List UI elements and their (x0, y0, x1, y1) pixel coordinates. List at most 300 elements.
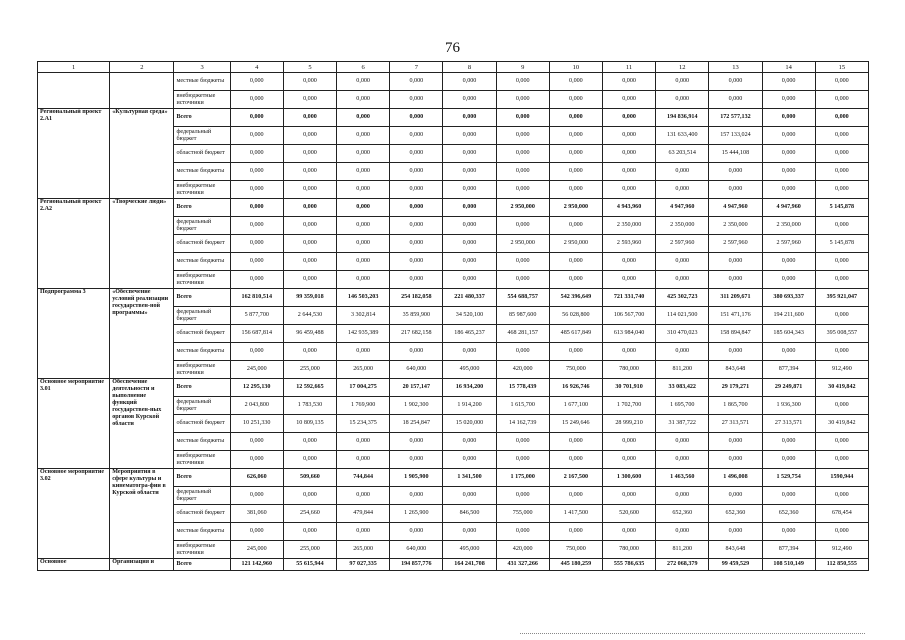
value-cell: 0,000 (815, 271, 868, 289)
value-cell: 0,000 (762, 127, 815, 145)
value-cell: 0,000 (230, 451, 283, 469)
value-cell: 0,000 (549, 487, 602, 505)
value-cell: 1 783,530 (283, 397, 336, 415)
value-cell: 0,000 (283, 127, 336, 145)
value-cell: 2 644,530 (283, 307, 336, 325)
value-cell: 495,000 (443, 361, 496, 379)
value-cell: 0,000 (283, 523, 336, 541)
value-cell: 485 617,849 (549, 325, 602, 343)
column-header: 10 (549, 62, 602, 73)
value-cell: 56 028,800 (549, 307, 602, 325)
funding-source-cell: Всего (174, 289, 230, 307)
value-cell: 18 254,847 (390, 415, 443, 433)
value-cell: 99 359,018 (283, 289, 336, 307)
value-cell: 4 947,960 (762, 199, 815, 217)
value-cell: 2 950,000 (549, 199, 602, 217)
value-cell: 0,000 (762, 487, 815, 505)
column-header: 8 (443, 62, 496, 73)
value-cell: 194 211,600 (762, 307, 815, 325)
value-cell: 2 593,960 (602, 235, 655, 253)
value-cell: 265,000 (337, 361, 390, 379)
value-cell: 0,000 (815, 307, 868, 325)
value-cell: 0,000 (230, 163, 283, 181)
value-cell: 85 987,600 (496, 307, 549, 325)
funding-source-cell: областной бюджет (174, 325, 230, 343)
value-cell: 846,500 (443, 505, 496, 523)
value-cell: 0,000 (602, 253, 655, 271)
value-cell: 131 633,400 (656, 127, 709, 145)
value-cell: 108 510,149 (762, 559, 815, 571)
value-cell: 0,000 (762, 523, 815, 541)
funding-source-cell: федеральный бюджет (174, 127, 230, 145)
value-cell: 114 021,500 (656, 307, 709, 325)
value-cell: 0,000 (709, 181, 762, 199)
value-cell: 265,000 (337, 541, 390, 559)
value-cell: 652,360 (762, 505, 815, 523)
value-cell: 0,000 (283, 217, 336, 235)
value-cell: 0,000 (656, 73, 709, 91)
funding-source-cell: областной бюджет (174, 415, 230, 433)
value-cell: 0,000 (443, 163, 496, 181)
value-cell: 0,000 (337, 523, 390, 541)
value-cell: 0,000 (283, 91, 336, 109)
column-header: 13 (709, 62, 762, 73)
column-header: 11 (602, 62, 655, 73)
value-cell: 0,000 (549, 343, 602, 361)
value-cell: 554 688,757 (496, 289, 549, 307)
value-cell: 0,000 (549, 145, 602, 163)
value-cell: 30 419,842 (815, 415, 868, 433)
value-cell: 0,000 (283, 451, 336, 469)
value-cell: 0,000 (549, 163, 602, 181)
value-cell: 912,490 (815, 541, 868, 559)
value-cell: 255,000 (283, 361, 336, 379)
value-cell: 912,490 (815, 361, 868, 379)
value-cell: 29 249,871 (762, 379, 815, 397)
value-cell: 0,000 (230, 235, 283, 253)
value-cell: 12 592,665 (283, 379, 336, 397)
value-cell: 0,000 (762, 91, 815, 109)
value-cell: 0,000 (337, 73, 390, 91)
value-cell: 17 004,275 (337, 379, 390, 397)
funding-source-cell: местные бюджеты (174, 73, 230, 91)
value-cell: 0,000 (656, 523, 709, 541)
value-cell: 1 905,900 (390, 469, 443, 487)
value-cell: 0,000 (656, 271, 709, 289)
value-cell: 495,000 (443, 541, 496, 559)
value-cell: 164 241,708 (443, 559, 496, 571)
program-cell (38, 73, 110, 109)
value-cell: 0,000 (390, 91, 443, 109)
value-cell: 0,000 (709, 271, 762, 289)
value-cell: 0,000 (443, 433, 496, 451)
value-cell: 0,000 (283, 163, 336, 181)
value-cell: 0,000 (337, 343, 390, 361)
funding-source-cell: местные бюджеты (174, 523, 230, 541)
value-cell: 0,000 (230, 217, 283, 235)
value-cell: 0,000 (230, 271, 283, 289)
value-cell: 172 577,132 (709, 109, 762, 127)
value-cell: 63 203,514 (656, 145, 709, 163)
value-cell: 0,000 (549, 271, 602, 289)
value-cell: 0,000 (390, 271, 443, 289)
value-cell: 1590,944 (815, 469, 868, 487)
value-cell: 811,200 (656, 541, 709, 559)
value-cell: 0,000 (656, 487, 709, 505)
program-cell: Региональный проект 2.А2 (38, 199, 110, 289)
table-row (38, 469, 869, 487)
value-cell: 0,000 (656, 91, 709, 109)
value-cell: 194 836,914 (656, 109, 709, 127)
value-cell: 2 167,500 (549, 469, 602, 487)
value-cell: 2 043,800 (230, 397, 283, 415)
value-cell: 0,000 (815, 91, 868, 109)
value-cell: 0,000 (390, 109, 443, 127)
value-cell: 97 027,335 (337, 559, 390, 571)
value-cell: 750,000 (549, 361, 602, 379)
value-cell: 2 597,960 (762, 235, 815, 253)
value-cell: 5 877,700 (230, 307, 283, 325)
value-cell: 0,000 (602, 73, 655, 91)
value-cell: 0,000 (602, 145, 655, 163)
value-cell: 29 179,271 (709, 379, 762, 397)
value-cell: 146 503,203 (337, 289, 390, 307)
value-cell: 0,000 (390, 181, 443, 199)
value-cell: 0,000 (762, 145, 815, 163)
value-cell: 0,000 (283, 181, 336, 199)
value-cell: 0,000 (815, 343, 868, 361)
value-cell: 0,000 (549, 127, 602, 145)
value-cell: 0,000 (549, 433, 602, 451)
measure-name-cell: Мероприятия в сфере культуры и кинематогра-фии в Курской области (110, 469, 174, 559)
funding-source-cell: местные бюджеты (174, 433, 230, 451)
value-cell: 0,000 (337, 433, 390, 451)
funding-source-cell: внебюджетные источники (174, 451, 230, 469)
funding-source-cell: внебюджетные источники (174, 361, 230, 379)
value-cell: 112 850,555 (815, 559, 868, 571)
value-cell: 0,000 (496, 487, 549, 505)
value-cell: 0,000 (602, 181, 655, 199)
value-cell: 479,844 (337, 505, 390, 523)
value-cell: 1 496,008 (709, 469, 762, 487)
funding-source-cell: местные бюджеты (174, 343, 230, 361)
funding-source-cell: внебюджетные источники (174, 271, 230, 289)
value-cell: 744,844 (337, 469, 390, 487)
value-cell: 0,000 (762, 253, 815, 271)
value-cell: 0,000 (390, 163, 443, 181)
value-cell: 0,000 (443, 451, 496, 469)
funding-source-cell: областной бюджет (174, 145, 230, 163)
value-cell: 0,000 (656, 163, 709, 181)
funding-source-cell: федеральный бюджет (174, 307, 230, 325)
value-cell: 0,000 (762, 433, 815, 451)
value-cell: 0,000 (443, 217, 496, 235)
value-cell: 0,000 (496, 523, 549, 541)
value-cell: 0,000 (390, 199, 443, 217)
value-cell: 0,000 (815, 145, 868, 163)
value-cell: 750,000 (549, 541, 602, 559)
value-cell: 12 295,130 (230, 379, 283, 397)
value-cell: 96 459,488 (283, 325, 336, 343)
value-cell: 0,000 (815, 433, 868, 451)
value-cell: 20 157,147 (390, 379, 443, 397)
value-cell: 0,000 (283, 145, 336, 163)
value-cell: 0,000 (337, 145, 390, 163)
value-cell: 811,200 (656, 361, 709, 379)
funding-source-cell: областной бюджет (174, 235, 230, 253)
value-cell: 1 914,200 (443, 397, 496, 415)
value-cell: 0,000 (496, 145, 549, 163)
funding-source-cell: федеральный бюджет (174, 397, 230, 415)
value-cell: 0,000 (443, 523, 496, 541)
value-cell: 142 935,389 (337, 325, 390, 343)
value-cell: 0,000 (762, 343, 815, 361)
value-cell: 380 693,337 (762, 289, 815, 307)
funding-source-cell: федеральный бюджет (174, 217, 230, 235)
value-cell: 0,000 (337, 199, 390, 217)
value-cell: 0,000 (443, 343, 496, 361)
value-cell: 0,000 (230, 73, 283, 91)
value-cell: 0,000 (337, 253, 390, 271)
value-cell: 0,000 (283, 73, 336, 91)
value-cell: 0,000 (656, 253, 709, 271)
value-cell: 0,000 (337, 217, 390, 235)
value-cell: 0,000 (602, 523, 655, 541)
value-cell: 0,000 (283, 487, 336, 505)
program-cell: Основное (38, 559, 110, 571)
value-cell: 381,060 (230, 505, 283, 523)
value-cell: 3 302,814 (337, 307, 390, 325)
value-cell: 0,000 (709, 433, 762, 451)
value-cell: 186 465,237 (443, 325, 496, 343)
value-cell: 0,000 (283, 343, 336, 361)
value-cell: 0,000 (390, 73, 443, 91)
value-cell: 15 234,375 (337, 415, 390, 433)
value-cell: 217 682,158 (390, 325, 443, 343)
column-header: 9 (496, 62, 549, 73)
value-cell: 1 865,700 (709, 397, 762, 415)
value-cell: 0,000 (443, 235, 496, 253)
value-cell: 420,000 (496, 541, 549, 559)
value-cell: 0,000 (815, 181, 868, 199)
value-cell: 0,000 (230, 523, 283, 541)
value-cell: 14 162,739 (496, 415, 549, 433)
value-cell: 0,000 (390, 127, 443, 145)
value-cell: 1 902,300 (390, 397, 443, 415)
value-cell: 0,000 (762, 163, 815, 181)
measure-name-cell: «Творческие люди» (110, 199, 174, 289)
value-cell: 254,660 (283, 505, 336, 523)
value-cell: 28 999,210 (602, 415, 655, 433)
funding-source-cell: областной бюджет (174, 505, 230, 523)
value-cell: 0,000 (283, 235, 336, 253)
value-cell: 0,000 (709, 253, 762, 271)
table-row (38, 199, 869, 217)
value-cell: 0,000 (602, 271, 655, 289)
value-cell: 35 859,900 (390, 307, 443, 325)
value-cell: 0,000 (443, 145, 496, 163)
value-cell: 0,000 (602, 91, 655, 109)
value-cell: 0,000 (390, 433, 443, 451)
value-cell: 0,000 (283, 199, 336, 217)
value-cell: 5 145,878 (815, 199, 868, 217)
value-cell: 0,000 (709, 487, 762, 505)
column-header: 12 (656, 62, 709, 73)
value-cell: 156 687,814 (230, 325, 283, 343)
value-cell: 613 984,040 (602, 325, 655, 343)
header-row (38, 62, 869, 73)
value-cell: 0,000 (709, 451, 762, 469)
value-cell: 0,000 (337, 181, 390, 199)
value-cell: 0,000 (230, 199, 283, 217)
value-cell: 0,000 (230, 343, 283, 361)
value-cell: 0,000 (602, 487, 655, 505)
funding-source-cell: Всего (174, 379, 230, 397)
value-cell: 4 947,960 (709, 199, 762, 217)
value-cell: 0,000 (709, 73, 762, 91)
value-cell: 4 943,960 (602, 199, 655, 217)
value-cell: 0,000 (337, 235, 390, 253)
value-cell: 843,648 (709, 541, 762, 559)
value-cell: 0,000 (496, 433, 549, 451)
value-cell: 158 894,847 (709, 325, 762, 343)
funding-source-cell: местные бюджеты (174, 163, 230, 181)
value-cell: 780,000 (602, 541, 655, 559)
value-cell: 0,000 (230, 91, 283, 109)
value-cell: 0,000 (230, 109, 283, 127)
measure-name-cell: Обеспечение деятельности и выполнение функций государствен-ных органов Курской области (110, 379, 174, 469)
value-cell: 16 934,200 (443, 379, 496, 397)
value-cell: 27 313,571 (762, 415, 815, 433)
value-cell: 640,000 (390, 541, 443, 559)
value-cell: 0,000 (656, 181, 709, 199)
value-cell: 245,000 (230, 361, 283, 379)
value-cell: 121 142,960 (230, 559, 283, 571)
value-cell: 652,360 (656, 505, 709, 523)
table-row (38, 289, 869, 307)
value-cell: 0,000 (815, 217, 868, 235)
value-cell: 1 417,500 (549, 505, 602, 523)
column-header: 1 (38, 62, 110, 73)
value-cell: 542 396,649 (549, 289, 602, 307)
funding-source-cell: Всего (174, 559, 230, 571)
value-cell: 0,000 (762, 109, 815, 127)
value-cell: 0,000 (337, 271, 390, 289)
funding-source-cell: Всего (174, 109, 230, 127)
value-cell: 55 615,944 (283, 559, 336, 571)
value-cell: 468 281,157 (496, 325, 549, 343)
column-header: 2 (110, 62, 174, 73)
value-cell: 0,000 (496, 73, 549, 91)
value-cell: 0,000 (709, 343, 762, 361)
value-cell: 1 529,754 (762, 469, 815, 487)
value-cell: 2 950,000 (496, 199, 549, 217)
column-header: 3 (174, 62, 230, 73)
funding-source-cell: федеральный бюджет (174, 487, 230, 505)
value-cell: 106 567,700 (602, 307, 655, 325)
value-cell: 0,000 (390, 523, 443, 541)
value-cell: 1 936,300 (762, 397, 815, 415)
value-cell: 0,000 (656, 433, 709, 451)
value-cell: 1 300,600 (602, 469, 655, 487)
scan-edge-line (520, 633, 865, 635)
value-cell: 2 597,960 (709, 235, 762, 253)
value-cell: 10 809,135 (283, 415, 336, 433)
value-cell: 0,000 (496, 271, 549, 289)
value-cell: 0,000 (283, 271, 336, 289)
value-cell: 151 471,176 (709, 307, 762, 325)
value-cell: 0,000 (496, 181, 549, 199)
value-cell: 1 463,560 (656, 469, 709, 487)
value-cell: 2 597,960 (656, 235, 709, 253)
value-cell: 30 701,910 (602, 379, 655, 397)
value-cell: 34 520,100 (443, 307, 496, 325)
value-cell: 0,000 (709, 523, 762, 541)
value-cell: 0,000 (709, 91, 762, 109)
value-cell: 0,000 (815, 163, 868, 181)
value-cell: 0,000 (815, 451, 868, 469)
funding-source-cell: Всего (174, 199, 230, 217)
value-cell: 780,000 (602, 361, 655, 379)
funding-source-cell: внебюджетные источники (174, 91, 230, 109)
program-cell: Подпрограмма 3 (38, 289, 110, 379)
value-cell: 0,000 (443, 127, 496, 145)
value-cell: 0,000 (230, 253, 283, 271)
value-cell: 652,360 (709, 505, 762, 523)
value-cell: 0,000 (815, 127, 868, 145)
value-cell: 15 020,000 (443, 415, 496, 433)
funding-source-cell: Всего (174, 469, 230, 487)
value-cell: 395 008,557 (815, 325, 868, 343)
value-cell: 0,000 (390, 451, 443, 469)
value-cell: 0,000 (549, 451, 602, 469)
column-header: 6 (337, 62, 390, 73)
value-cell: 431 327,266 (496, 559, 549, 571)
value-cell: 0,000 (762, 271, 815, 289)
column-header: 4 (230, 62, 283, 73)
value-cell: 0,000 (815, 253, 868, 271)
value-cell: 877,394 (762, 361, 815, 379)
value-cell: 0,000 (337, 91, 390, 109)
value-cell: 0,000 (230, 145, 283, 163)
measure-name-cell: Организация и (110, 559, 174, 571)
value-cell: 0,000 (230, 127, 283, 145)
value-cell: 157 133,024 (709, 127, 762, 145)
value-cell: 0,000 (762, 73, 815, 91)
value-cell: 31 387,722 (656, 415, 709, 433)
measure-name-cell: «Обеспечение условий реализации государствен-ной программы» (110, 289, 174, 379)
value-cell: 2 350,000 (762, 217, 815, 235)
value-cell: 1 695,700 (656, 397, 709, 415)
value-cell: 0,000 (496, 253, 549, 271)
value-cell: 0,000 (443, 487, 496, 505)
value-cell: 0,000 (762, 181, 815, 199)
value-cell: 33 083,422 (656, 379, 709, 397)
value-cell: 0,000 (283, 109, 336, 127)
value-cell: 27 313,571 (709, 415, 762, 433)
table-row (38, 379, 869, 397)
value-cell: 15 249,646 (549, 415, 602, 433)
value-cell: 555 786,635 (602, 559, 655, 571)
value-cell: 0,000 (815, 397, 868, 415)
value-cell: 0,000 (443, 91, 496, 109)
value-cell: 0,000 (815, 487, 868, 505)
value-cell: 0,000 (496, 163, 549, 181)
value-cell: 1 615,700 (496, 397, 549, 415)
value-cell: 425 302,723 (656, 289, 709, 307)
value-cell: 254 182,058 (390, 289, 443, 307)
column-header: 14 (762, 62, 815, 73)
